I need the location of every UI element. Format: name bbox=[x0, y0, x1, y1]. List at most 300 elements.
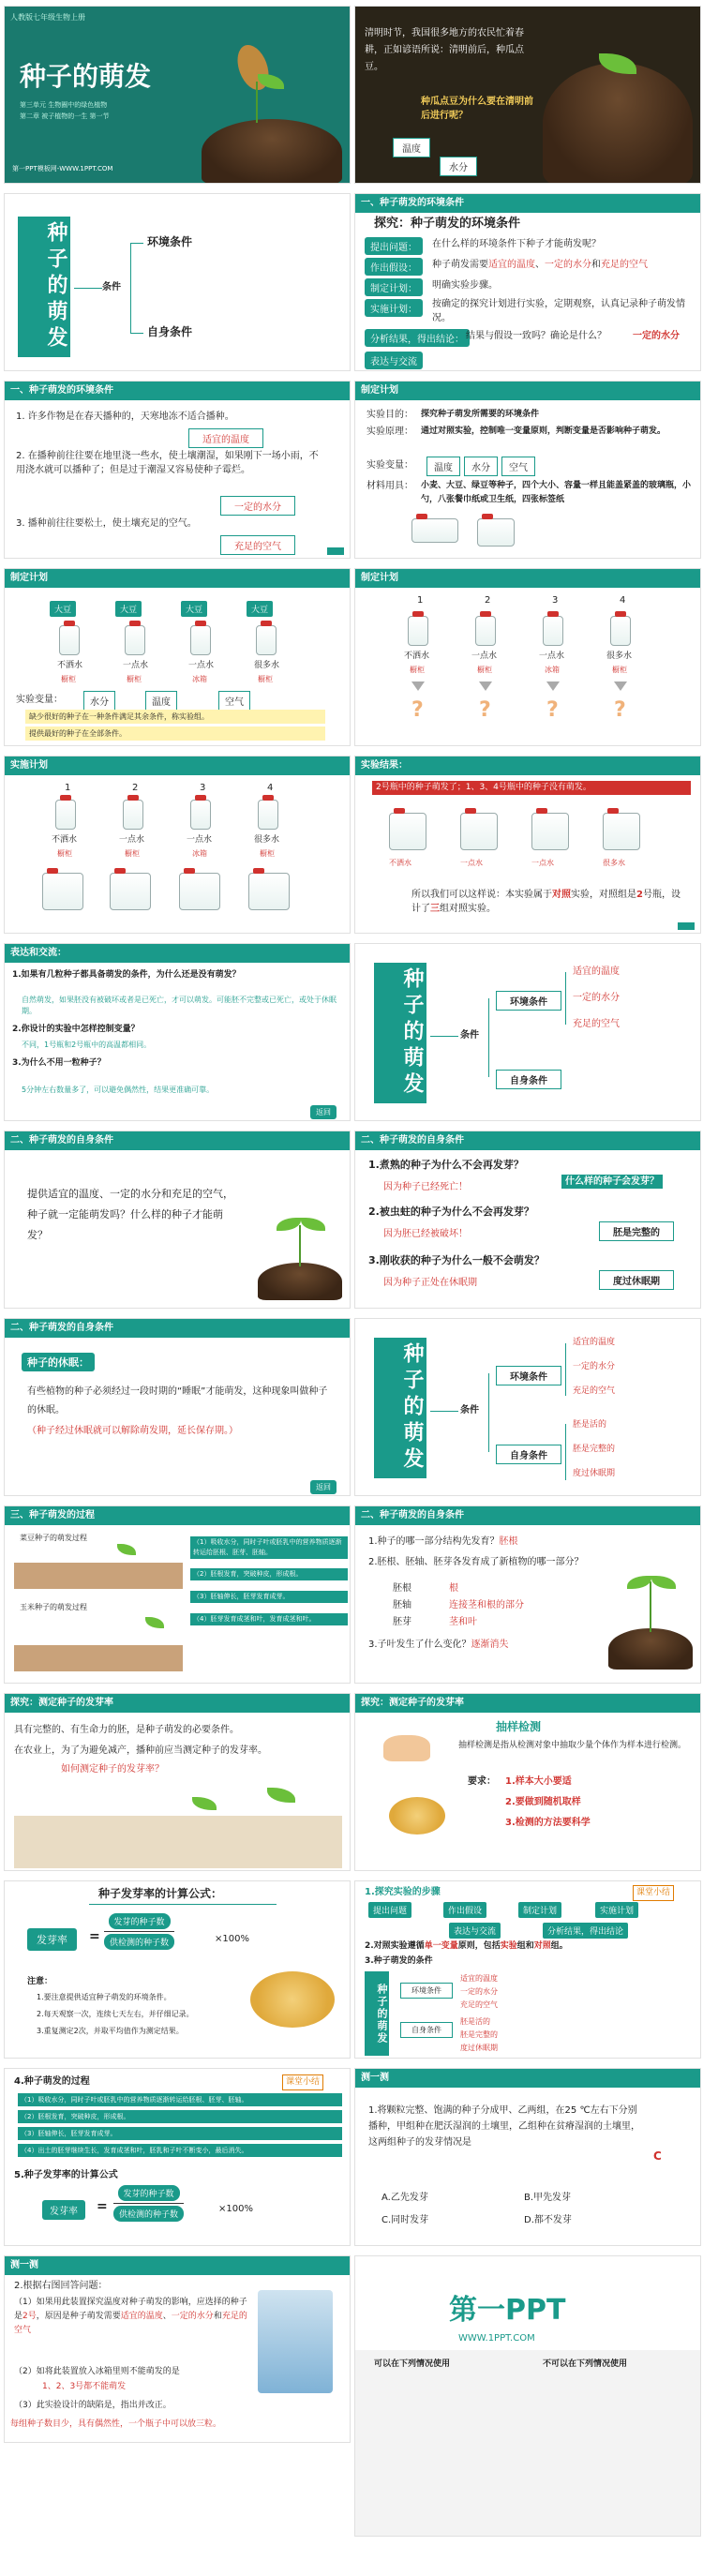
key-point: 度过休眠期 bbox=[599, 1270, 674, 1290]
jar-number: 4 bbox=[620, 595, 626, 606]
jar-number: 4 bbox=[267, 783, 274, 793]
row-key: 实验变量： bbox=[366, 460, 413, 471]
slide-header: 二、种子萌发的自身条件 bbox=[355, 1506, 700, 1525]
rate-label: 发芽率 bbox=[42, 2200, 85, 2220]
row-key: 胚根 bbox=[393, 1583, 411, 1594]
jar-sub: 橱柜 bbox=[410, 666, 425, 674]
jar-label: 一点水 bbox=[187, 835, 213, 845]
slide-title[interactable] bbox=[4, 6, 351, 184]
leaf-image bbox=[192, 1797, 217, 1810]
step-text: 结果与假设一致吗？确论是什么？ bbox=[466, 331, 606, 341]
slide-footer-mark bbox=[327, 547, 344, 555]
question-text: 1.煮熟的种子为什么不会再发芽？ bbox=[368, 1159, 524, 1171]
quiz-option[interactable]: C.同时发芽 bbox=[381, 2215, 429, 2225]
soil-image bbox=[258, 1263, 342, 1300]
slide-formula[interactable] bbox=[4, 1880, 351, 2059]
row-value: 小麦、大豆、绿豆等种子，四个大小、容量一样且能盖紧盖的玻璃瓶，小勺，八张餐巾纸或卫生纸，四张标签纸 bbox=[421, 481, 692, 504]
slide-plan-setup[interactable] bbox=[4, 568, 351, 746]
slide-footer-mark bbox=[678, 922, 695, 930]
process-step: （2）胚根发育，突破种皮，形成根。 bbox=[190, 1568, 348, 1580]
slide-intro[interactable] bbox=[354, 6, 701, 184]
slide-inquiry[interactable] bbox=[354, 193, 701, 371]
question-mark-icon: ? bbox=[411, 698, 424, 722]
slide-plan[interactable] bbox=[354, 381, 701, 559]
leaf-image bbox=[267, 1788, 295, 1803]
jar-sub: 橱柜 bbox=[127, 675, 142, 683]
self-item: 胚是完整的 bbox=[573, 1445, 616, 1454]
slide-header: 表达和交流： bbox=[5, 944, 350, 963]
jar-sub: 橱柜 bbox=[61, 675, 76, 683]
jar-image bbox=[477, 518, 515, 547]
env-item: 一定的水分 bbox=[460, 1987, 498, 1996]
seed-tag: 大豆 bbox=[247, 601, 273, 617]
bracket-line bbox=[565, 1424, 566, 1480]
slide-end[interactable] bbox=[354, 2255, 701, 2537]
row-value: 连接茎和根的部分 bbox=[449, 1600, 524, 1610]
dormancy-note: （种子经过休眠就可以解除萌发期，延长保存期。） bbox=[27, 1426, 238, 1436]
jar-label: 一点水 bbox=[188, 661, 215, 670]
quiz-option[interactable]: D.都不发芽 bbox=[524, 2215, 572, 2225]
corn-seed-image bbox=[250, 1971, 335, 2028]
self-item: 胚是活的 bbox=[573, 1420, 607, 1430]
formula-fraction bbox=[113, 2185, 184, 2222]
row-value: 茎和叶 bbox=[449, 1617, 477, 1627]
slide-header: 实验结果： bbox=[355, 756, 700, 775]
slide-title-text: 种子的萌发 bbox=[20, 61, 152, 92]
subtitle: 第二章 被子植物的一生 第一节 bbox=[20, 112, 110, 120]
quiz-option[interactable]: A.乙先发芽 bbox=[381, 2193, 428, 2203]
sprout-stem bbox=[299, 1225, 301, 1266]
rate-text: 在农业上，为了为避免减产，播种前应当测定种子的发芽率。 bbox=[14, 1745, 267, 1756]
slide-header: 人教版七年级生物上册 bbox=[10, 13, 85, 22]
jar-label: 很多水 bbox=[603, 859, 625, 867]
topic-title: 种子的萌发 bbox=[365, 1971, 389, 2056]
sampling-title: 抽样检测 bbox=[496, 1720, 542, 1733]
var-box: 温度 bbox=[145, 691, 177, 711]
quiz-subquestion: （3）此实验设计的缺陷是，指出并改正。 bbox=[14, 2401, 172, 2410]
question-tag: 什么样的种子会发芽？ bbox=[561, 1175, 663, 1189]
item-text: 3. 播种前往往要松土，使土壤充足的空气。 bbox=[16, 518, 197, 529]
fraction-bar bbox=[113, 2203, 184, 2204]
leaf-image bbox=[301, 1218, 325, 1231]
note-item: 2.每天观察一次，连续七天左右，并仔细记录。 bbox=[37, 2010, 194, 2018]
beaker-image bbox=[258, 2290, 333, 2393]
slide-structure[interactable] bbox=[354, 1505, 701, 1684]
jar-sub: 冰箱 bbox=[192, 849, 207, 858]
step-pill: 分析结果，得出结论： bbox=[365, 329, 470, 347]
step-pill: 实施计划： bbox=[365, 299, 423, 317]
summary-heading: 5.种子发芽率的计算公式 bbox=[14, 2170, 118, 2180]
slide-header: 实施计划 bbox=[5, 756, 350, 775]
jar-sub: 冰箱 bbox=[192, 675, 207, 683]
slide-dormancy[interactable] bbox=[4, 1318, 351, 1496]
requirement-label: 要求： bbox=[468, 1776, 496, 1787]
question-text: 1.如果有几粒种子都具备萌发的条件，为什么还是没有萌发？ bbox=[12, 970, 241, 980]
question-mark-icon: ? bbox=[546, 698, 559, 722]
note-item: 1.要注意提供适宜种子萌发的环境条件。 bbox=[37, 1993, 172, 2001]
jar-label: 很多水 bbox=[254, 661, 280, 670]
jar-photo bbox=[603, 813, 640, 850]
summary-tag: 课堂小结 bbox=[282, 2074, 323, 2090]
slide-self-intro[interactable] bbox=[4, 1131, 351, 1309]
quiz-answer: 每组种子数目少，具有偶然性，一个瓶子中可以放三粒。 bbox=[10, 2419, 222, 2429]
step-text: 明确实验步骤。 bbox=[432, 280, 498, 291]
jar-label: 一点水 bbox=[531, 859, 554, 867]
answer-water: 水分 bbox=[440, 157, 477, 176]
slide-self-questions[interactable] bbox=[354, 1131, 701, 1309]
item-text: 1. 许多作物是在春天播种的，天寒地冻不适合播种。 bbox=[16, 412, 234, 422]
jar-label: 不洒水 bbox=[404, 651, 430, 661]
step-text: 按确定的探究计划进行实验，定期观察，认真记录种子萌发情况。 bbox=[432, 299, 685, 323]
key-point: 胚是完整的 bbox=[599, 1221, 674, 1241]
intro-question: 种瓜点豆为什么要在清明前后进行呢？ bbox=[421, 97, 533, 121]
slide-discussion[interactable] bbox=[4, 943, 351, 1121]
process-step: （1）吸收水分，同时子叶或胚乳中的营养物质逐渐转运给胚根、胚芽、胚轴。 bbox=[18, 2093, 342, 2106]
env-condition[interactable]: 环境条件 bbox=[496, 991, 561, 1011]
slide-result[interactable] bbox=[354, 756, 701, 934]
slide-summary-env[interactable] bbox=[354, 943, 701, 1121]
jar-sub: 橱柜 bbox=[125, 849, 140, 858]
slide-quiz-2[interactable] bbox=[4, 2255, 351, 2443]
slide-overview[interactable] bbox=[4, 193, 351, 371]
denominator: 供检测的种子数 bbox=[113, 2206, 184, 2222]
formula-fraction bbox=[104, 1913, 174, 1950]
process-step: （2）胚根发育，突破种皮，形成根。 bbox=[18, 2110, 342, 2123]
slide-rate-intro[interactable] bbox=[4, 1693, 351, 1871]
slide-header: 三、种子萌发的过程 bbox=[5, 1506, 350, 1525]
step-pill: 作出假设： bbox=[365, 258, 423, 276]
slide-plan-predict[interactable] bbox=[354, 568, 701, 746]
back-button[interactable]: 返回 bbox=[310, 1480, 337, 1494]
question-text: 2.胚根、胚轴、胚芽各发育成了新植物的哪一部分？ bbox=[368, 1557, 584, 1567]
quiz-question: 1.将颗粒完整、饱满的种子分成甲、乙两组，在25 ℃左右下分别播种，甲组种在肥沃湿润的土壤里，乙组种在贫瘠湿润的土壤里，这两组种子的发芽情况是 bbox=[368, 2105, 640, 2148]
env-item: 一定的水分 bbox=[573, 993, 620, 1003]
arrow-down-icon bbox=[546, 681, 560, 691]
env-item: 适宜的温度 bbox=[460, 1974, 498, 1983]
env-item: 充足的空气 bbox=[460, 2000, 498, 2009]
jar-label: 一点水 bbox=[460, 859, 483, 867]
condition-label: 条件 bbox=[460, 1405, 479, 1415]
license-panel bbox=[355, 2350, 701, 2537]
row-value: 探究种子萌发所需要的环境条件 bbox=[421, 410, 540, 419]
leaf-image bbox=[117, 1544, 136, 1555]
jar-sub: 冰箱 bbox=[545, 666, 560, 674]
jar-label: 很多水 bbox=[606, 651, 633, 661]
env-item: 充足的空气 bbox=[573, 1386, 616, 1396]
var-box: 空气 bbox=[218, 691, 250, 711]
jar-photo bbox=[389, 813, 426, 850]
answer-text: 一定的水分 bbox=[633, 331, 680, 341]
denominator: 供检测的种子数 bbox=[104, 1934, 174, 1950]
slide-sampling[interactable] bbox=[354, 1693, 701, 1871]
leaf-image bbox=[651, 1576, 676, 1589]
bracket-line bbox=[130, 333, 143, 334]
slide-header: 制定计划 bbox=[355, 569, 700, 588]
quiz-answer: 1、2、3号都不能萌发 bbox=[42, 2382, 127, 2391]
license-allowed: 可以在下列情况使用 bbox=[374, 2359, 451, 2369]
jar-3 bbox=[543, 616, 563, 646]
step-pill: 表达与交流 bbox=[365, 352, 423, 369]
leaf-image bbox=[277, 1218, 301, 1231]
var-label: 实验变量： bbox=[16, 695, 63, 705]
connector-line bbox=[430, 1411, 458, 1412]
answer-temp: 温度 bbox=[393, 138, 430, 157]
answer-box: 适宜的温度 bbox=[188, 428, 263, 448]
topic-title: 种子的萌发 bbox=[374, 1338, 426, 1478]
jar-label: 一点水 bbox=[539, 651, 565, 661]
question-text: 2.被虫蛀的种子为什么不会再发芽？ bbox=[368, 1206, 534, 1218]
divider bbox=[89, 1904, 277, 1905]
self-condition[interactable]: 自身条件 bbox=[496, 1445, 561, 1464]
quiz-subquestion: （2）如将此装置放入冰箱里则不能萌发的是 bbox=[14, 2367, 180, 2376]
question-text: 3.为什么不用一粒种子？ bbox=[12, 1058, 106, 1068]
quiz-answer: C bbox=[653, 2149, 662, 2163]
question-text: 1.种子的哪一部分结构先发育？胚根 bbox=[368, 1536, 518, 1547]
requirement-item: 3.检测的方法要科学 bbox=[505, 1818, 591, 1828]
numerator: 发芽的种子数 bbox=[109, 1913, 171, 1929]
process-step: （3）胚轴伸长，胚芽发育成芽。 bbox=[18, 2127, 342, 2140]
slide-quiz-1[interactable] bbox=[354, 2068, 701, 2246]
jar-label: 一点水 bbox=[123, 661, 149, 670]
seedling-sequence-image bbox=[14, 1816, 342, 1868]
summary-heading: 4.种子萌发的过程 bbox=[14, 2076, 90, 2087]
var-box: 水分 bbox=[464, 457, 498, 476]
env-condition[interactable]: 环境条件 bbox=[496, 1366, 561, 1385]
answer-text: 不同，1号瓶和2号瓶中的高温都相同。 bbox=[22, 1041, 152, 1049]
bean-growth-image bbox=[14, 1563, 183, 1589]
quiz-subquestion: （1）如果用此装置探究温度对种子萌发的影响，应选择的种子是2号，原因是种子萌发需要适宜的温度、一定的水分和充足的空气 bbox=[14, 2298, 247, 2335]
arrow-down-icon bbox=[479, 681, 492, 691]
jar-number: 2 bbox=[485, 595, 491, 606]
summary-tag: 课堂小结 bbox=[633, 1885, 674, 1901]
slide-summary-2[interactable] bbox=[4, 2068, 351, 2246]
var-box: 空气 bbox=[501, 457, 535, 476]
var-box: 温度 bbox=[426, 457, 460, 476]
answer-text: 因为种子已经死亡！ bbox=[383, 1182, 468, 1192]
flow-step: 制定计划 bbox=[518, 1902, 561, 1918]
question-text: 3.刚收获的种子为什么一般不会萌发？ bbox=[368, 1254, 545, 1266]
slide-header: 一、种子萌发的环境条件 bbox=[355, 194, 700, 213]
self-item: 胚是完整的 bbox=[460, 2030, 498, 2039]
answer-box: 充足的空气 bbox=[220, 535, 295, 555]
slide-summary-1[interactable] bbox=[354, 1880, 701, 2059]
intro-text: 提供适宜的温度、一定的水分和充足的空气，种子就一定能萌发吗？什么样的种子才能萌发？ bbox=[27, 1188, 233, 1241]
sprout-stem bbox=[650, 1581, 651, 1632]
question-text: 3.子叶发生了什么变化？逐渐消失 bbox=[368, 1640, 509, 1650]
note: 缺少很好的种子在一种条件满足其余条件，称实验组。 bbox=[25, 710, 325, 724]
slide-header: 二、种子萌发的自身条件 bbox=[5, 1319, 350, 1338]
item-text: 2. 在播种前往往要在地里浇一些水，使土壤潮湿，如果刚下一场小雨，不用浇水就可以播种了；但是过于潮湿又容易使种子霉烂。 bbox=[16, 451, 319, 475]
slide-header: 探究：测定种子的发芽率 bbox=[5, 1694, 350, 1713]
row-key: 材料用具： bbox=[366, 481, 413, 491]
subtitle: 第三单元 生物圈中的绿色植物 bbox=[20, 101, 108, 109]
slide-summary-full[interactable] bbox=[354, 1318, 701, 1496]
rate-text: 具有完整的、有生命力的胚，是种子萌发的必要条件。 bbox=[14, 1725, 239, 1735]
self-item: 度过休眠期 bbox=[460, 2044, 498, 2052]
question-text: 2.你设计的实验中怎样控制变量？ bbox=[12, 1025, 140, 1034]
slide-header: 测一测 bbox=[355, 2069, 700, 2088]
soil-image bbox=[608, 1628, 693, 1670]
jar-label: 不洒水 bbox=[52, 835, 78, 845]
jar-label: 一点水 bbox=[119, 835, 145, 845]
bracket-line bbox=[488, 998, 489, 1077]
env-item: 充足的空气 bbox=[573, 1019, 620, 1029]
topic-title: 种子的萌发 bbox=[18, 217, 70, 357]
note-item: 3.重复测定2次，并取平均值作为测定结果。 bbox=[37, 2027, 184, 2035]
bracket-line bbox=[565, 972, 566, 1025]
step-text: 在什么样的环境条件下种子才能萌发呢？ bbox=[432, 239, 601, 249]
image-caption: 玉米种子的萌发过程 bbox=[20, 1603, 87, 1611]
jar-photo bbox=[42, 873, 83, 910]
summary-text: 3.种子萌发的条件 bbox=[365, 1956, 433, 1966]
self-item: 度过休眠期 bbox=[573, 1469, 616, 1478]
jar-4 bbox=[258, 800, 278, 830]
jar-sub: 橱柜 bbox=[477, 666, 492, 674]
row-value: 通过对照实验，控制唯一变量原则，判断变量是否影响种子萌发。 bbox=[421, 427, 666, 436]
answer-text: 自然萌发，如果胚没有被破坏或者是已死亡，才可以萌发。可能胚不完整或已死亡，或处于休眠期。 bbox=[22, 996, 337, 1015]
jar-photo bbox=[248, 873, 290, 910]
leaf-image bbox=[627, 1576, 651, 1589]
step-pill: 制定计划： bbox=[365, 278, 423, 296]
brand-logo: 第一PPT bbox=[449, 2294, 566, 2327]
jar-2 bbox=[123, 800, 143, 830]
env-item: 一定的水分 bbox=[573, 1362, 616, 1371]
numerator: 发芽的种子数 bbox=[118, 2185, 180, 2201]
topic-title: 种子的萌发 bbox=[374, 963, 426, 1103]
process-step: （3）胚轴伸长，胚芽发育成芽。 bbox=[190, 1591, 348, 1603]
self-condition[interactable]: 自身条件 bbox=[496, 1070, 561, 1089]
slide-header: 二、种子萌发的自身条件 bbox=[5, 1131, 350, 1150]
jar-label: 不洒水 bbox=[57, 661, 83, 670]
quiz-option[interactable]: B.甲先发芽 bbox=[524, 2193, 572, 2203]
slide-header: 测一测 bbox=[5, 2256, 350, 2275]
env-item: 适宜的温度 bbox=[573, 1338, 616, 1347]
footer-text: 第一PPT模板网-WWW.1PPT.COM bbox=[12, 165, 113, 172]
rate-question: 如何测定种子的发芽率？ bbox=[61, 1764, 164, 1775]
row-key: 实验目的： bbox=[366, 410, 413, 420]
back-button[interactable]: 返回 bbox=[310, 1105, 337, 1119]
slide-header: 二、种子萌发的自身条件 bbox=[355, 1131, 700, 1150]
soil-image bbox=[202, 119, 342, 184]
conclusion-text: 所以我们可以这样说：本实验属于对照实验，对照组是2号瓶，设计了三组对照实验。 bbox=[411, 890, 681, 914]
requirement-item: 1.样本大小要适 bbox=[505, 1776, 572, 1787]
formula-title: 种子发芽率的计算公式： bbox=[98, 1887, 223, 1900]
row-key: 实验原理： bbox=[366, 427, 413, 437]
jar-number: 2 bbox=[132, 783, 139, 793]
intro-text: 清明时节，我国很多地方的农民忙着春耕，正如谚语所说：清明前后，种瓜点豆。 bbox=[365, 28, 524, 72]
corn-growth-image bbox=[14, 1645, 183, 1671]
self-item: 胚是活的 bbox=[460, 2017, 490, 2026]
jar-label: 不洒水 bbox=[389, 859, 411, 867]
env-condition[interactable]: 环境条件 bbox=[147, 235, 193, 248]
jar-number: 1 bbox=[65, 783, 71, 793]
equals-sign: = bbox=[97, 2199, 108, 2214]
self-condition[interactable]: 自身条件 bbox=[147, 325, 193, 338]
flow-step: 提出问题 bbox=[368, 1902, 411, 1918]
seed-tag: 大豆 bbox=[50, 601, 76, 617]
seed-tag: 大豆 bbox=[181, 601, 207, 617]
condition-label: 条件 bbox=[460, 1030, 479, 1041]
jar-1 bbox=[408, 616, 428, 646]
bracket-line bbox=[565, 1343, 566, 1396]
flow-step: 分析结果，得出结论 bbox=[543, 1923, 628, 1939]
dormancy-text: 有些植物的种子必须经过一段时期的“睡眠”才能萌发，这种现象叫做种子的休眠。 bbox=[27, 1386, 328, 1415]
hand-image bbox=[383, 1735, 430, 1761]
sampling-desc: 抽样检测是指从检测对象中抽取少量个体作为样本进行检测。 bbox=[458, 1741, 687, 1750]
seed-tag: 大豆 bbox=[115, 601, 142, 617]
process-step: （4）胚芽发育成茎和叶，发育成茎和叶。 bbox=[190, 1613, 348, 1625]
slide-header: 制定计划 bbox=[355, 382, 700, 400]
flow-step: 作出假设 bbox=[443, 1902, 486, 1918]
equals-sign: = bbox=[89, 1929, 100, 1944]
result-banner: 2号瓶中的种子萌发了；1、3、4号瓶中的种子没有萌发。 bbox=[372, 781, 691, 795]
env-item: 适宜的温度 bbox=[573, 966, 620, 977]
hypothesis-text: 种子萌发需要适宜的温度、一定的水分和充足的空气 bbox=[432, 260, 648, 270]
slide-header: 探究：测定种子的发芽率 bbox=[355, 1694, 700, 1713]
self-condition: 自身条件 bbox=[400, 2022, 453, 2038]
bracket-line bbox=[130, 243, 143, 244]
connector-line bbox=[430, 1036, 458, 1037]
jar-label: 一点水 bbox=[471, 651, 498, 661]
arrow-down-icon bbox=[411, 681, 425, 691]
jar-sub: 橱柜 bbox=[612, 666, 627, 674]
process-step: （1）吸收水分，同时子叶或胚乳中的营养物质逐渐转运给胚根、胚芽、胚轴。 bbox=[190, 1536, 348, 1559]
license-disallowed: 不可以在下列情况使用 bbox=[543, 2359, 628, 2369]
row-value: 根 bbox=[449, 1583, 458, 1594]
times-100: ×100% bbox=[218, 2204, 253, 2214]
jar-photo bbox=[110, 873, 151, 910]
quiz-question: 2.根据右图回答问题： bbox=[14, 2281, 108, 2291]
slide-header: 一、种子萌发的环境条件 bbox=[5, 382, 350, 400]
jar-number: 3 bbox=[552, 595, 559, 606]
jar-4 bbox=[256, 625, 277, 655]
summary-heading: 1.探究实验的步骤 bbox=[365, 1887, 441, 1897]
times-100: ×100% bbox=[215, 1934, 249, 1944]
seed-pile-image bbox=[389, 1797, 445, 1835]
slide-implement[interactable] bbox=[4, 756, 351, 934]
slide-env-conditions[interactable] bbox=[4, 381, 351, 559]
dormancy-pill: 种子的休眠： bbox=[22, 1353, 95, 1371]
brand-url[interactable]: WWW.1PPT.COM bbox=[458, 2333, 535, 2344]
env-condition: 环境条件 bbox=[400, 1983, 453, 1999]
note-label: 注意： bbox=[27, 1977, 53, 1986]
sprout-stem bbox=[256, 82, 258, 123]
jar-photo bbox=[531, 813, 569, 850]
jar-4 bbox=[610, 616, 631, 646]
process-step: （4）出土的胚芽继续生长，发育成茎和叶，胚乳和子叶不断变小，最后消失。 bbox=[18, 2144, 342, 2157]
jar-image bbox=[411, 518, 458, 543]
answer-text: 5分钟左右数量多了，可以避免偶然性，结果更准确可靠。 bbox=[22, 1086, 215, 1094]
jar-3 bbox=[190, 625, 211, 655]
jar-2 bbox=[125, 625, 145, 655]
row-key: 胚芽 bbox=[393, 1617, 411, 1627]
fraction-bar bbox=[104, 1931, 174, 1932]
leaf-image bbox=[145, 1617, 164, 1628]
answer-text: 因为种子正处在休眠期 bbox=[383, 1278, 477, 1288]
slide-header: 制定计划 bbox=[5, 569, 350, 588]
jar-1 bbox=[55, 800, 76, 830]
flow-step: 实施计划 bbox=[595, 1902, 638, 1918]
jar-1 bbox=[59, 625, 80, 655]
arrow-down-icon bbox=[614, 681, 627, 691]
answer-text: 因为胚已经被破坏！ bbox=[383, 1229, 468, 1239]
note: 提供最好的种子在全部条件。 bbox=[25, 726, 325, 741]
jar-sub: 橱柜 bbox=[258, 675, 273, 683]
bracket-line bbox=[130, 243, 131, 333]
jar-photo bbox=[460, 813, 498, 850]
slide-process[interactable] bbox=[4, 1505, 351, 1684]
flow-step: 表达与交流 bbox=[449, 1923, 501, 1939]
